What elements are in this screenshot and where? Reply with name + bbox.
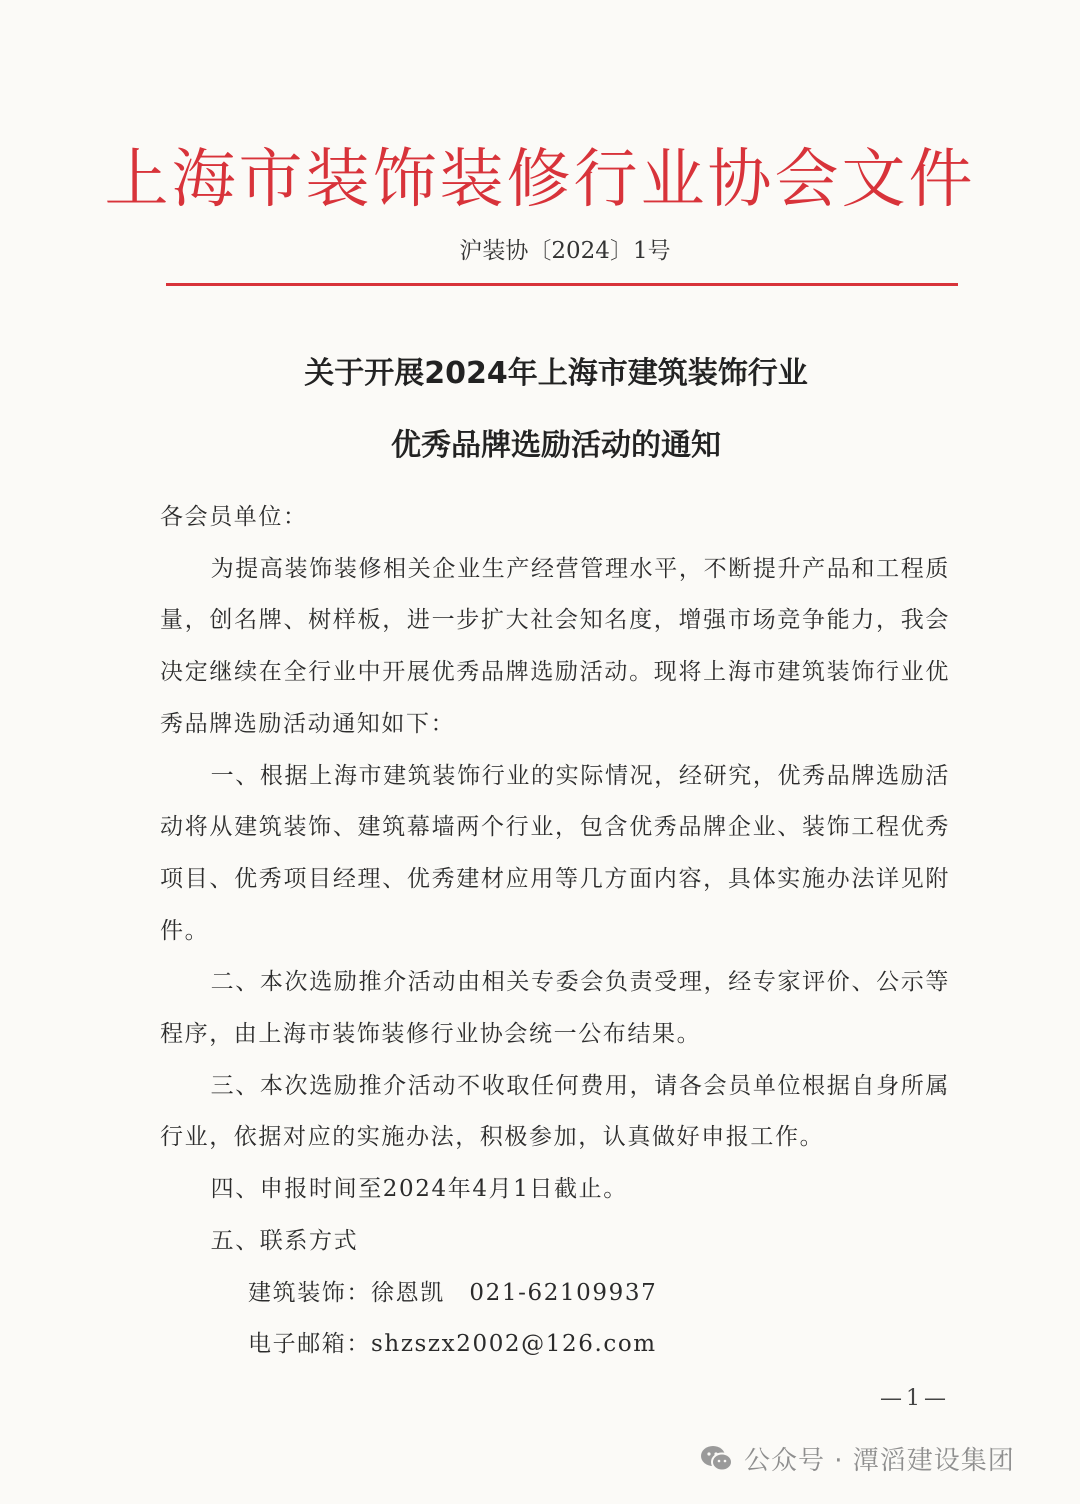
contact-phone: 建筑装饰：徐恩凯 021-62109937: [248, 1279, 658, 1306]
wechat-watermark: [700, 1440, 1015, 1477]
intro-paragraph: 为提高装饰装修相关企业生产经营管理水平，不断提升产品和工程质量，创名牌、树样板，进一步扩大社会知名度，增强市场竞争能力，我会决定继续在全行业中开展优秀品牌选励活动。现将上海市建筑装饰行业优秀品牌选励活动通知如下：: [160, 555, 950, 737]
document-number: 沪装协〔2024〕1号: [459, 238, 671, 264]
item-2-paragraph: 二、本次选励推介活动由相关专委会负责受理，经专家评价、公示等程序，由上海市装饰装修行业协会统一公布结果。: [160, 969, 950, 1048]
notice-title-line-2: 优秀品牌选励活动的通知: [391, 428, 721, 463]
item-5-heading: 五、联系方式: [210, 1227, 359, 1254]
watermark-text: 公众号 · 潭滔建设集团: [744, 1446, 1015, 1476]
item-1-paragraph: 一、根据上海市建筑装饰行业的实际情况，经研究，优秀品牌选励活动将从建筑装饰、建筑幕墙两个行业，包含优秀品牌企业、装饰工程优秀项目、优秀项目经理、优秀建材应用等几方面内容，具体实施办法详见附件。: [160, 762, 950, 944]
red-divider: [166, 283, 958, 286]
wechat-icon: [700, 1444, 734, 1474]
notice-title-line-1: 关于开展2024年上海市建筑装饰行业: [304, 356, 808, 391]
salutation: 各会员单位：: [160, 504, 308, 530]
contact-email: 电子邮箱：shzszx2002@126.com: [248, 1331, 657, 1358]
page-number: —1—: [880, 1386, 950, 1411]
notice-body: [160, 492, 950, 1371]
item-3-paragraph: 三、本次选励推介活动不收取任何费用，请各会员单位根据自身所属行业，依据对应的实施办法，积极参加，认真做好申报工作。: [160, 1072, 950, 1151]
item-4-paragraph: 四、申报时间至2024年4月1日截止。: [210, 1176, 628, 1203]
masthead-title: 上海市装饰装修行业协会文件: [104, 143, 976, 217]
